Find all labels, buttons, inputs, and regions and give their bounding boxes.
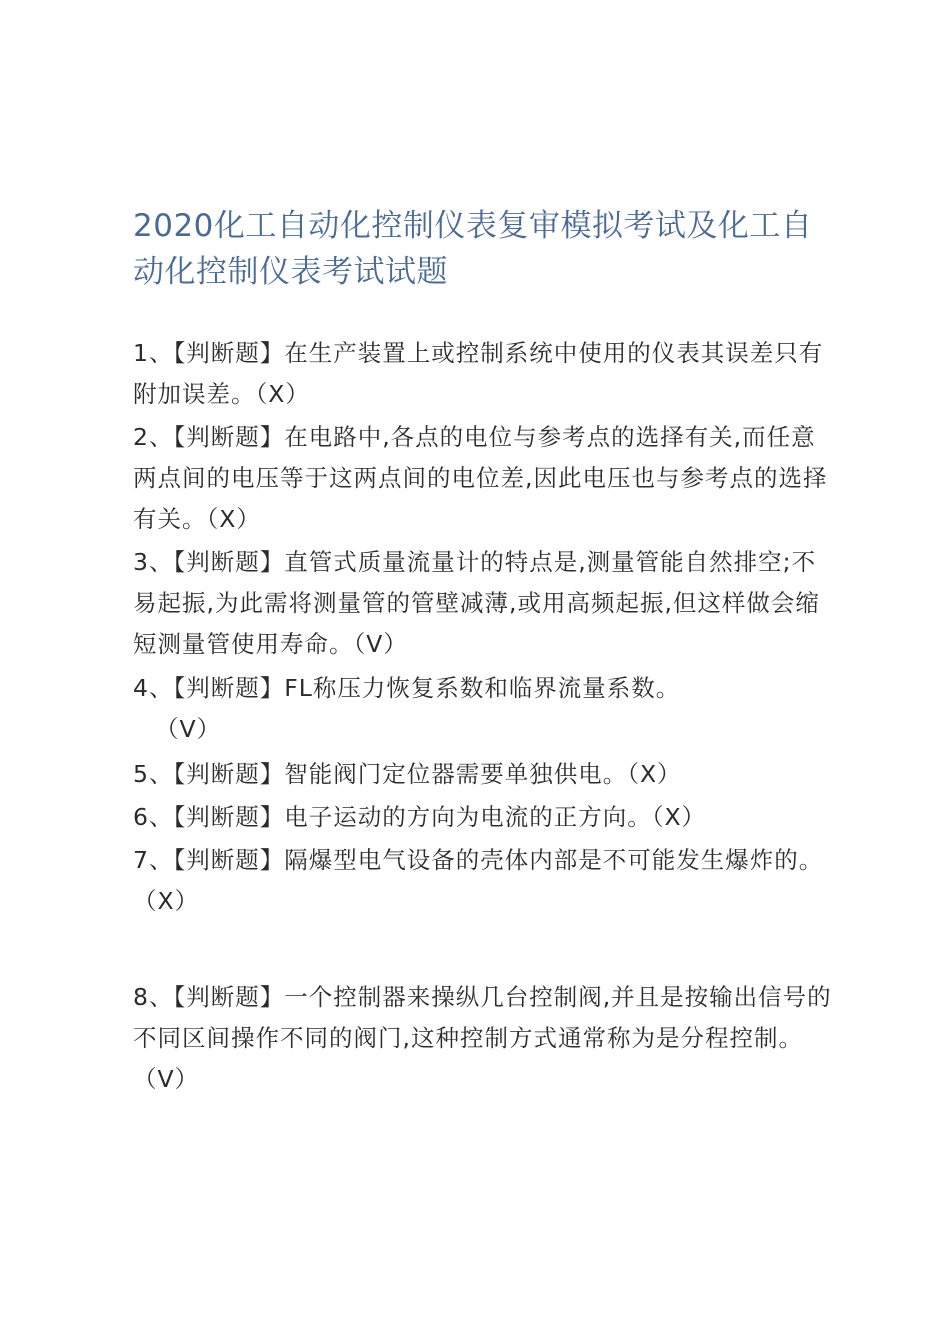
question-item [133,417,833,540]
question-item [133,977,833,1100]
question-text: 直管式质量流量计的特点是,测量管能自然排空;不易起振,为此需将测量管的管壁减薄,或用高频起振,但这样做会缩短测量管使用寿命。 [133,548,820,658]
question-text: 在生产装置上或控制系统中使用的仪表其误差只有附加误差。 [133,339,824,408]
question-answer: （V） [155,715,222,743]
question-text: 智能阀门定位器需要单独供电。 [284,760,628,788]
question-item [133,333,833,415]
question-text: FL称压力恢复系数和临界流量系数。 [284,674,681,702]
question-type: 【判断题】 [173,548,285,576]
question-item [133,668,833,750]
question-type: 【判断题】 [173,846,285,874]
question-answer: （X） [206,505,261,533]
question-item [133,797,833,838]
question-type: 【判断题】 [173,803,285,831]
question-answer: （X） [627,760,682,788]
question-item [133,840,833,922]
question-type: 【判断题】 [173,674,285,702]
question-type: 【判断题】 [173,983,285,1011]
question-number: 3、 [133,548,174,576]
question-answer: （V） [133,1065,200,1093]
question-text: 在电路中,各点的电位与参考点的选择有关,而任意两点间的电压等于这两点间的电位差,因此电压也与参考点的选择有关。 [133,423,828,533]
question-number: 5、 [133,760,174,788]
question-item [133,542,833,665]
question-answer: （X） [133,887,200,915]
question-number: 7、 [133,846,174,874]
question-type: 【判断题】 [173,339,285,367]
question-answer: （X） [255,380,310,408]
question-number: 2、 [133,423,174,451]
question-number: 6、 [133,803,174,831]
question-text: 隔爆型电气设备的壳体内部是不可能发生爆炸的。 [284,846,824,874]
question-number: 8、 [133,983,174,1011]
question-type: 【判断题】 [173,423,285,451]
question-number: 4、 [133,674,174,702]
question-type: 【判断题】 [173,760,285,788]
question-answer: （V） [353,630,408,658]
document-title: 2020化工自动化控制仪表复审模拟考试及化工自动化控制仪表考试试题 [133,208,813,290]
question-text: 电子运动的方向为电流的正方向。 [284,803,652,831]
question-text: 一个控制器来操纵几台控制阀,并且是按输出信号的不同区间操作不同的阀门,这种控制方式通常称为是分程控制。 [133,983,832,1052]
question-answer: （X） [651,803,707,831]
question-number: 1、 [133,339,174,367]
question-item [133,754,833,795]
